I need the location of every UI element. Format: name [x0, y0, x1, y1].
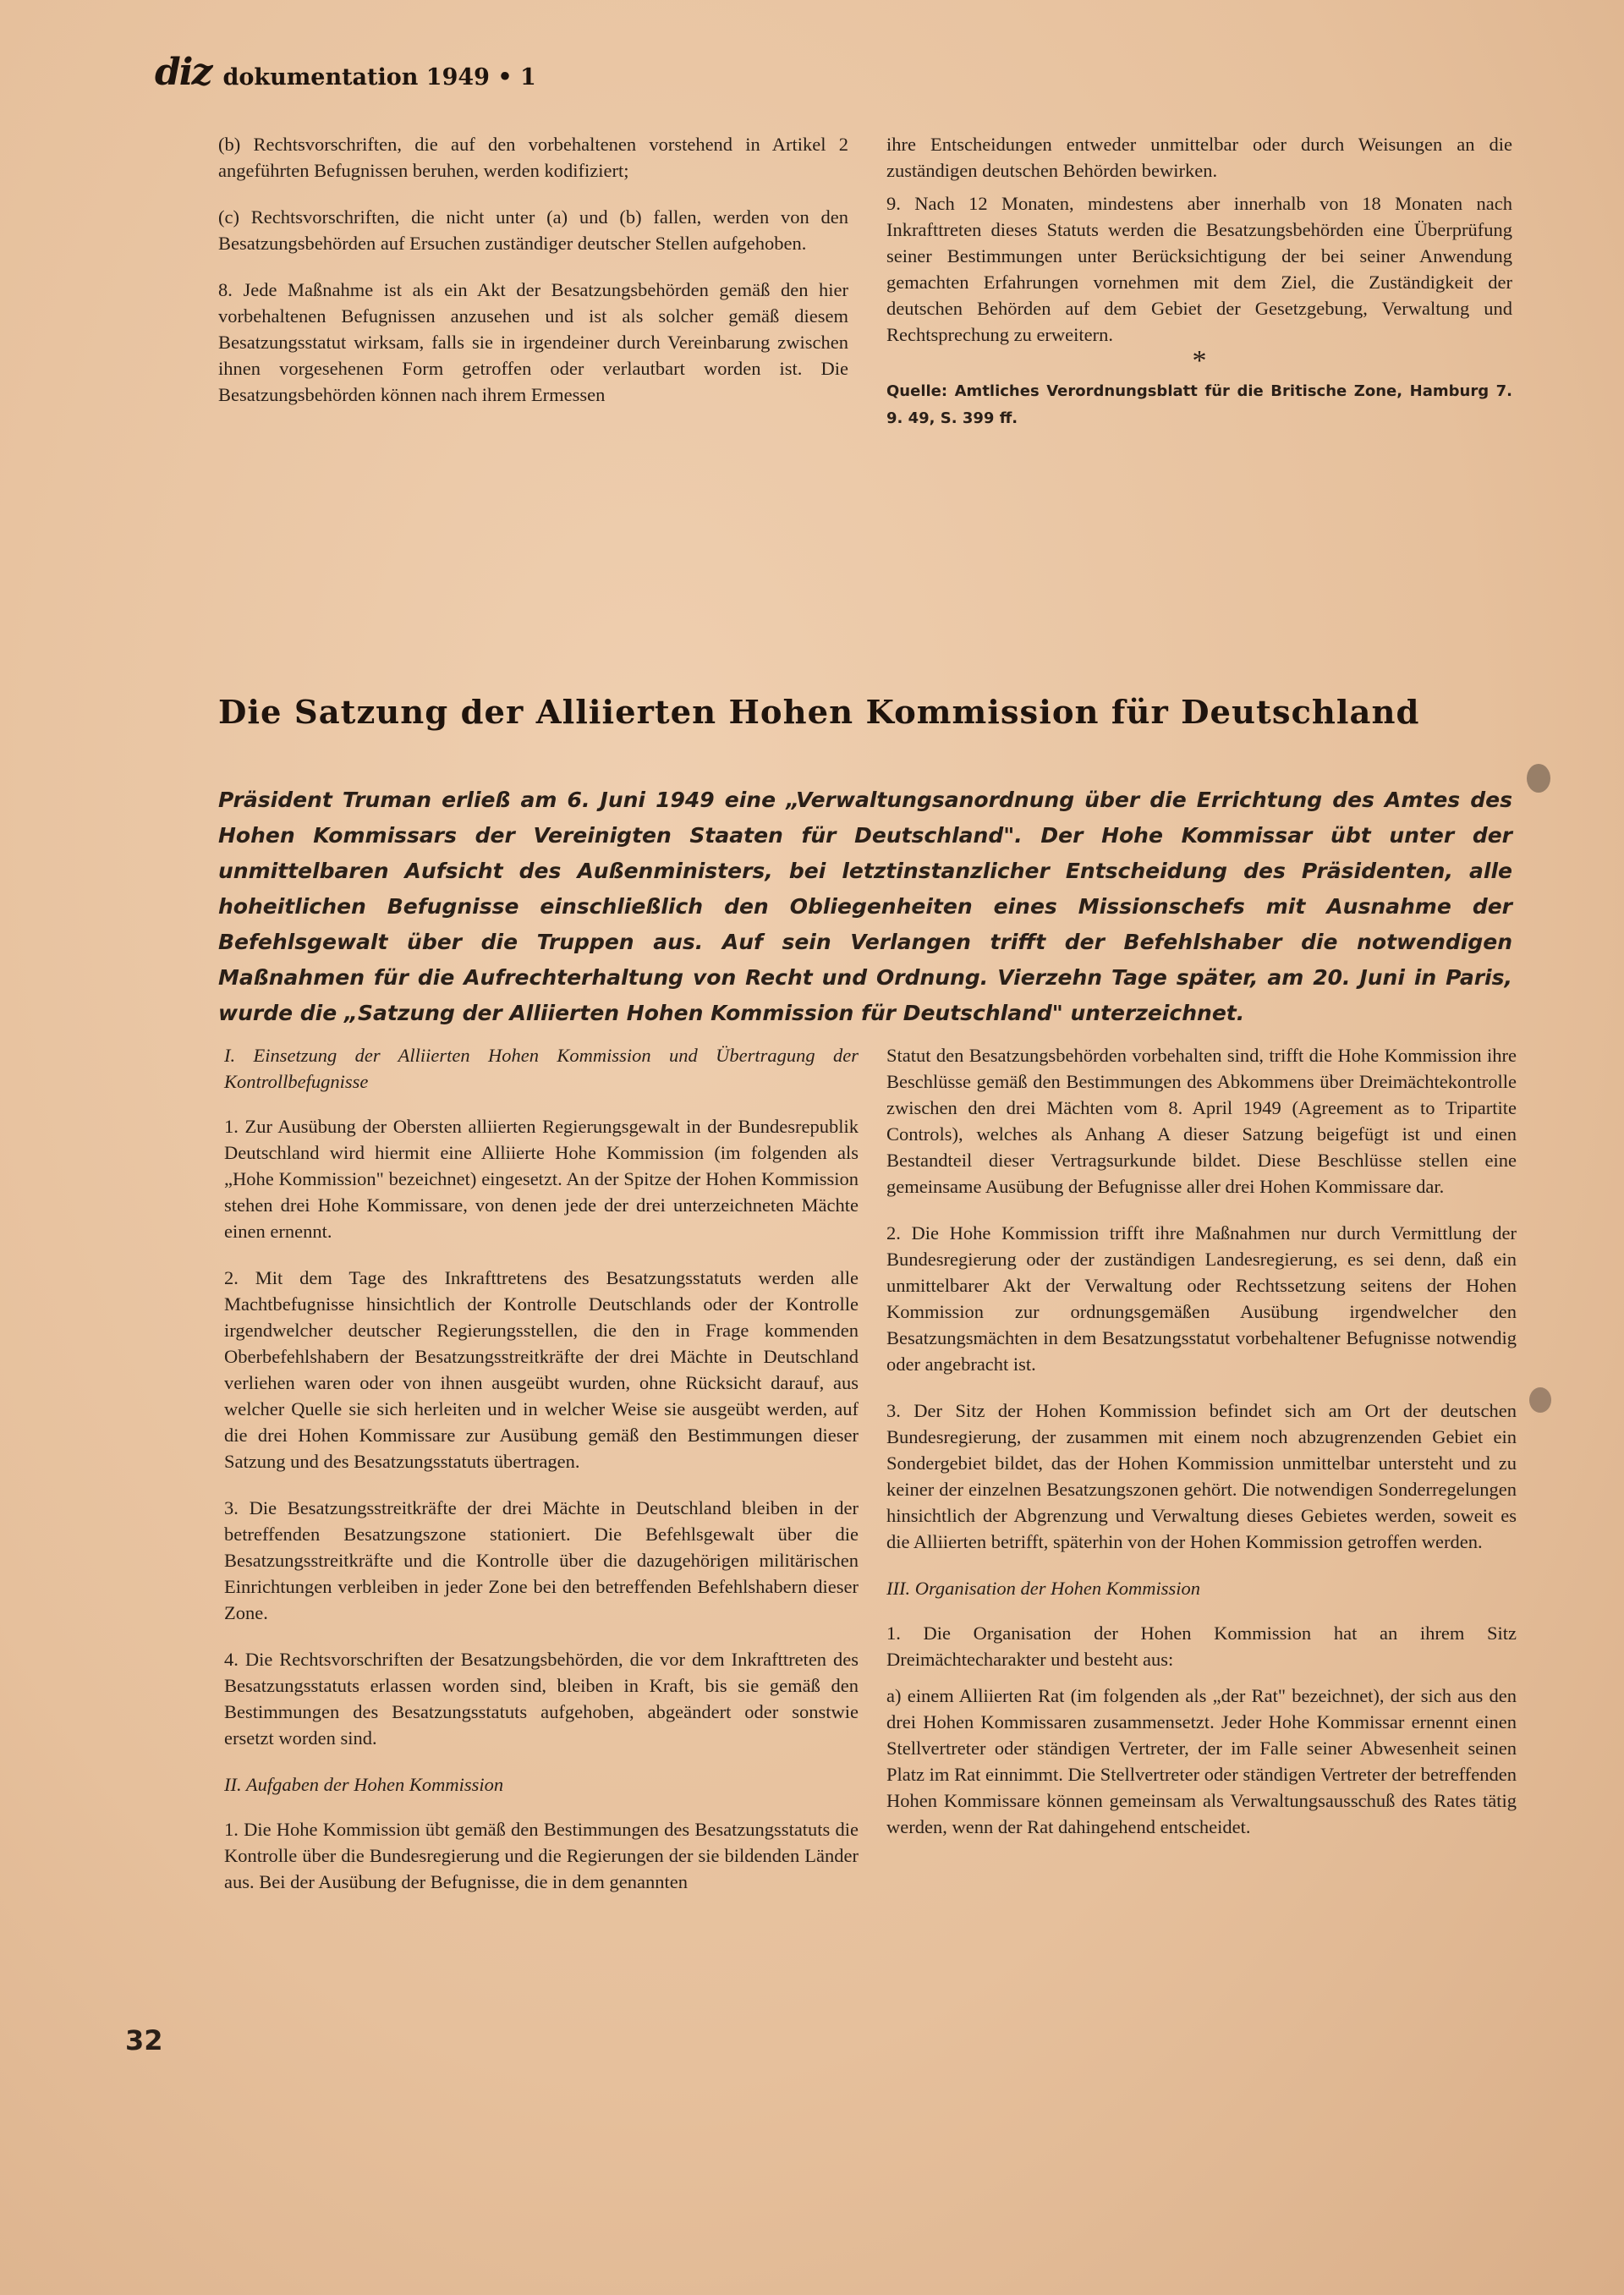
paragraph: 1. Die Hohe Kommission übt gemäß den Bestimmungen des Besatzungsstatuts die Kontrolle über die Bundesregierung und die Regierungen der sie bildenden Länder aus. Bei der Ausübung der Befugnisse, die in dem genannten	[224, 1819, 859, 1892]
paragraph: 9. Nach 12 Monaten, mindestens aber innerhalb von 18 Monaten nach Inkrafttreten dieses Statuts werden die Besatzungsbehörden eine Überprüfung seiner Bestimmungen unter Berücksichtigung der bei seiner Anwendung gemachten Erfahrungen vornehmen mit dem Ziel, die Zuständigkeit der deutschen Behörden auf dem Gebiet der Gesetzgebung, Verwaltung und Rechtsprechung zu erweitern.	[886, 193, 1512, 345]
section-heading: I. Einsetzung der Alliierten Hohen Kommission und Übertragung der Kontrollbefugnisse	[224, 1045, 859, 1092]
section-heading: III. Organisation der Hohen Kommission	[886, 1578, 1201, 1599]
paragraph: a) einem Alliierten Rat (im folgenden als „der Rat" bezeichnet), der sich aus den drei Hohen Kommissaren zusammensetzt. Jeder Hohe Kommissar ernennt einen Stellvertreter oder ständigen Vertreter, der im Falle seiner Abwesenheit seinen Platz im Rat einnimmt. Die Stellvertreter oder ständigen Vertreter der betreffenden Hohen Kommissare können gemeinsam als Verwaltungsausschuß des Rates tätig werden, wenn der Rat dahingehend entscheidet.	[886, 1685, 1517, 1837]
page-number: 32	[125, 2024, 163, 2056]
paragraph: 1. Zur Ausübung der Obersten alliierten Regierungsgewalt in der Bundesrepublik Deutschland wird hiermit eine Alliierte Hohe Kommission (im folgenden als „Hohe Kommission" bezeichnet) eingesetzt. An der Spitze der Hohen Kommission stehen drei Hohe Kommissare, von denen jede der drei unterzeichneten Mächte einen ernennt.	[224, 1116, 859, 1242]
paragraph: (c) Rechtsvorschriften, die nicht unter (a) und (b) fallen, werden von den Besatzungsbehörden auf Ersuchen zuständiger deutscher Stellen aufgehoben.	[218, 206, 848, 254]
section-heading: II. Aufgaben der Hohen Kommission	[224, 1774, 504, 1795]
paragraph: 4. Die Rechtsvorschriften der Besatzungsbehörden, die vor dem Inkrafttreten des Besatzungsstatuts erlassen worden sind, bleiben in Kraft, bis sie gemäß den Bestimmungen des Besatzungsstatuts aufgehoben, abgeändert oder sonstwie ersetzt worden sind.	[224, 1649, 859, 1749]
paragraph: 2. Mit dem Tage des Inkrafttretens des Besatzungsstatuts werden alle Machtbefugnisse hinsichtlich der Kontrolle Deutschlands oder der Kontrolle irgendwelcher deutscher Regierungsstellen, die den in Frage kommenden Oberbefehlshabern der Besatzungsstreitkräfte der drei Mächte in Deutschland verliehen waren oder von ihnen ausgeübt wurden, ohne Rücksicht darauf, aus welcher Quelle sie sich herleiten und in welcher Weise sie ausgeübt werden, auf die drei Hohen Kommissare zur Ausübung gemäß den Bestimmungen dieser Satzung und des Besatzungsstatuts übertragen.	[224, 1267, 859, 1472]
paragraph: (b) Rechtsvorschriften, die auf den vorbehaltenen vorstehend in Artikel 2 angeführten Befugnissen beruhen, werden kodifiziert;	[218, 134, 848, 181]
punch-hole-mark	[1529, 1387, 1551, 1413]
section-star: *	[1192, 345, 1207, 376]
paragraph: 3. Der Sitz der Hohen Kommission befindet sich am Ort der deutschen Bundesregierung, der zusammen mit einem noch abzugrenzenden Gebiet ein Sondergebiet bildet, das der Hohen Kommission unmittelbar untersteht und zu keiner der einzelnen Besatzungszonen gehört. Die notwendigen Sonderregelungen hinsichtlich der Abgrenzung und Verwaltung dieses Gebietes werden, soweit es die Alliierten betrifft, späterhin von der Hohen Kommission getroffen werden.	[886, 1400, 1517, 1552]
article-title: Die Satzung der Alliierten Hohen Kommission für Deutschland	[218, 694, 1420, 732]
bottom-right-column	[886, 1042, 1517, 1860]
paragraph: 8. Jede Maßnahme ist als ein Akt der Besatzungsbehörden gemäß den hier vorbehaltenen Befugnissen anzusehen und ist als solcher gemäß diesem Besatzungsstatut wirksam, falls sie in irgendeiner durch Vereinbarung zwischen ihnen vorgesehenen Form getroffen oder verlautbart worden ist. Die Besatzungsbehörden können nach ihrem Ermessen	[218, 279, 848, 405]
paragraph: 1. Die Organisation der Hohen Kommission hat an ihrem Sitz Dreimächtecharakter und besteht aus:	[886, 1622, 1517, 1670]
page-header	[155, 51, 536, 94]
paragraph: 2. Die Hohe Kommission trifft ihre Maßnahmen nur durch Vermittlung der Bundesregierung oder der zuständigen Landesregierung, es sei denn, daß ein unmittelbarer Akt der Verwaltung oder Rechtssetzung seitens der Hohen Kommission zur ordnungsgemäßen Ausübung irgendwelcher den Besatzungsmächten in dem Besatzungsstatut vorbehaltener Befugnisse notwendig oder angebracht ist.	[886, 1222, 1517, 1375]
paragraph: Statut den Besatzungsbehörden vorbehalten sind, trifft die Hohe Kommission ihre Beschlüsse gemäß den Bestimmungen des Abkommens über Dreimächtekontrolle zwischen den drei Mächten vom 8. April 1949 (Agreement as to Tripartite Controls), welches als Anhang A dieser Satzung beigefügt ist und einen Bestandteil dieser Vertragsurkunde bildet. Diese Beschlüsse stellen eine gemeinsame Ausübung der Befugnisse aller drei Hohen Kommissare dar.	[886, 1045, 1517, 1197]
source-citation: Quelle: Amtliches Verordnungsblatt für die Britische Zone, Hamburg 7. 9. 49, S. 399 ff.	[886, 382, 1512, 427]
paragraph: 3. Die Besatzungsstreitkräfte der drei Mächte in Deutschland bleiben in der betreffenden Besatzungszone stationiert. Die Befehlsgewalt über die Besatzungsstreitkräfte und die Kontrolle über die dazugehörigen militärischen Einrichtungen verbleiben in jeder Zone bei den betreffenden Befehlshabern dieser Zone.	[224, 1497, 859, 1623]
punch-hole-mark	[1527, 764, 1550, 793]
top-left-column	[218, 131, 848, 428]
header-title: dokumentation 1949 • 1	[222, 64, 536, 91]
paragraph: ihre Entscheidungen entweder unmittelbar oder durch Weisungen an die zuständigen deutschen Behörden bewirken.	[886, 134, 1512, 181]
top-right-column	[886, 131, 1512, 453]
publication-logo: diz	[155, 51, 211, 94]
article-intro: Präsident Truman erließ am 6. Juni 1949 eine „Verwaltungsanordnung über die Errichtung des Amtes des Hohen Kommissars der Vereinigten Staaten für Deutschland". Der Hohe Kommissar übt unter der unmittelbaren Aufsicht des Außenministers, bei letztinstanzlicher Entscheidung des Präsidenten, alle hoheitlichen Befugnisse einschließlich den Obliegenheiten eines Missionschefs mit Ausnahme der Befehlsgewalt über die Truppen aus. Auf sein Verlangen trifft der Befehlshaber die notwendigen Maßnahmen für die Aufrechterhaltung von Recht und Ordnung. Vierzehn Tage später, am 20. Juni in Paris, wurde die „Satzung der Alliierten Hohen Kommission für Deutschland" unterzeichnet.	[218, 788, 1512, 1025]
bottom-left-column	[224, 1042, 859, 1915]
